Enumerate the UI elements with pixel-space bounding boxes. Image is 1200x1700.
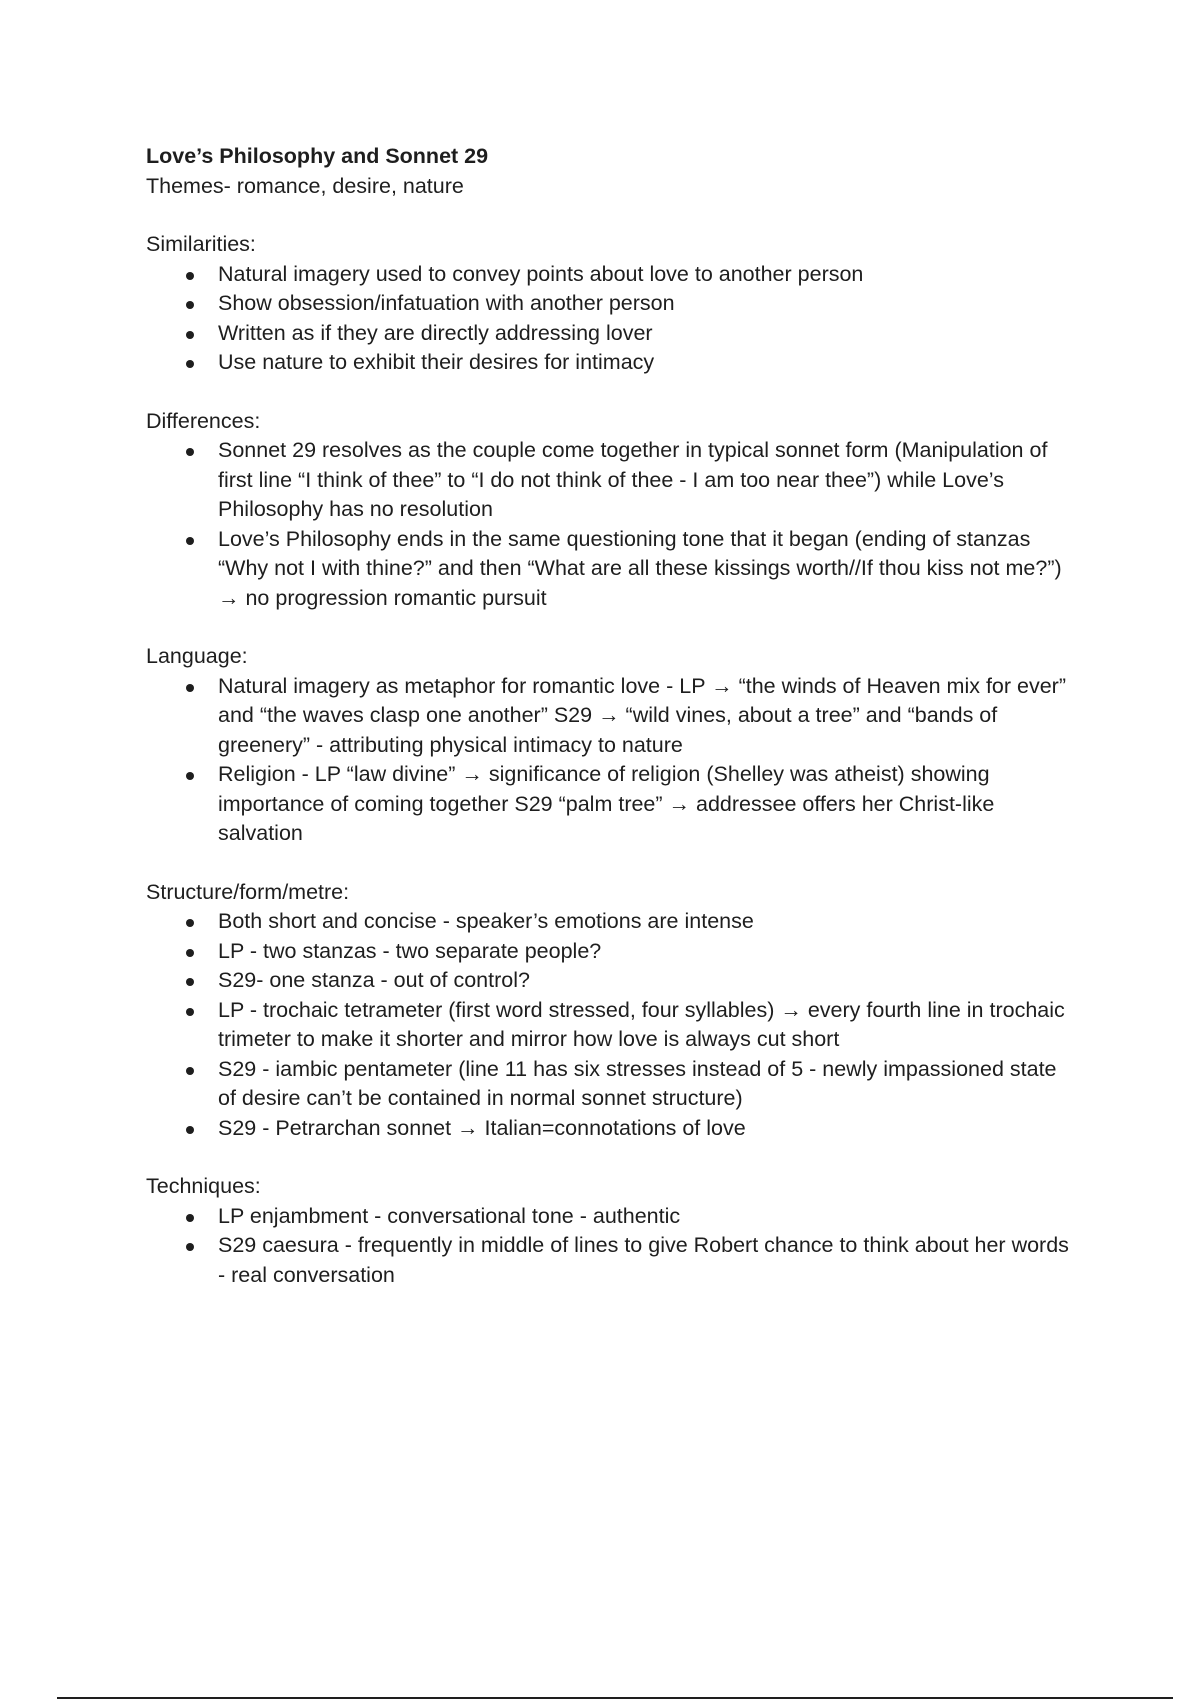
list-item-text: S29 - Petrarchan sonnet → Italian=connotations of love (218, 1115, 746, 1140)
list-item-text: S29 caesura - frequently in middle of lines to give Robert chance to think about her words - real conversation (218, 1233, 1069, 1287)
list-item (218, 672, 1076, 761)
list-item-text: Natural imagery as metaphor for romantic love - LP → “the winds of Heaven mix for ever” and “the waves clasp one another” S29 → “wild vines, about a tree” and “bands of greenery” - attributing physical intimacy to nature (218, 673, 1066, 757)
bullet-icon (186, 1126, 194, 1134)
bullet-list (146, 1202, 1076, 1291)
list-item (218, 996, 1076, 1055)
list-item (218, 937, 1076, 967)
list-item (218, 966, 1076, 996)
list-item-text: Both short and concise - speaker’s emotions are intense (218, 909, 754, 933)
bullet-icon (186, 1008, 194, 1016)
bullet-icon (186, 301, 194, 309)
list-item-text: Sonnet 29 resolves as the couple come together in typical sonnet form (Manipulation of first line “I think of thee” to “I do not think of thee - I am too near thee”) while Love’s Philosophy has no resolution (218, 438, 1048, 521)
list-item-text: Natural imagery used to convey points about love to another person (218, 261, 864, 286)
document-page (146, 142, 1076, 1290)
bullet-icon (186, 1243, 194, 1251)
section-heading: Differences: (146, 408, 261, 433)
list-item-text: Religion - LP “law divine” → significance of religion (Shelley was atheist) showing importance of coming together S29 “palm tree” → addressee offers her Christ-like salvation (218, 762, 995, 845)
list-item (218, 289, 1076, 319)
list-item (218, 1114, 1076, 1144)
list-item (218, 260, 1076, 290)
list-item (218, 1202, 1076, 1232)
list-item (218, 760, 1076, 849)
bullet-icon (186, 1067, 194, 1075)
list-item (218, 907, 1076, 937)
list-item-text: Written as if they are directly addressing lover (218, 320, 653, 345)
section-techniques (146, 1172, 1076, 1290)
bullet-icon (186, 919, 194, 927)
section-heading: Techniques: (146, 1174, 261, 1198)
section-structure (146, 878, 1076, 1144)
list-item (218, 319, 1076, 349)
list-item-text: LP enjambment - conversational tone - authentic (218, 1203, 681, 1228)
bullet-icon (186, 537, 194, 545)
bullet-icon (186, 360, 194, 368)
bullet-icon (186, 949, 194, 957)
bullet-icon (186, 1214, 194, 1222)
list-item (218, 525, 1076, 614)
list-item (218, 1231, 1076, 1290)
bullet-list (146, 260, 1076, 378)
list-item-text: LP - two stanzas - two separate people? (218, 938, 602, 963)
list-item-text: S29 - iambic pentameter (line 11 has six stresses instead of 5 - newly impassioned state of desire can’t be contained in normal sonnet structure) (218, 1056, 1057, 1110)
bullet-list (146, 672, 1076, 849)
list-item-text: Show obsession/infatuation with another person (218, 291, 675, 315)
section-heading: Structure/form/metre: (146, 879, 350, 904)
document-title: Love’s Philosophy and Sonnet 29 (146, 144, 489, 168)
list-item (218, 348, 1076, 378)
bullet-icon (186, 448, 194, 456)
list-item-text: Use nature to exhibit their desires for intimacy (218, 350, 655, 374)
list-item (218, 436, 1076, 525)
section-differences (146, 407, 1076, 614)
section-heading: Language: (146, 644, 248, 668)
page-bottom-rule (57, 1697, 1173, 1699)
list-item-text: S29- one stanza - out of control? (218, 968, 530, 992)
list-item-text: Love’s Philosophy ends in the same questioning tone that it began (ending of stanzas “Why not I with thine?” and then “What are all these kissings worth//If thou kiss not me?”) → no progression romantic pursuit (218, 526, 1062, 610)
bullet-icon (186, 772, 194, 780)
bullet-list (146, 907, 1076, 1143)
bullet-icon (186, 978, 194, 986)
section-language (146, 642, 1076, 849)
bullet-icon (186, 684, 194, 692)
section-similarities (146, 230, 1076, 378)
bullet-list (146, 436, 1076, 613)
bullet-icon (186, 272, 194, 280)
section-heading: Similarities: (146, 232, 256, 256)
document-themes: Themes- romance, desire, nature (146, 173, 464, 198)
bullet-icon (186, 331, 194, 339)
list-item-text: LP - trochaic tetrameter (first word stressed, four syllables) → every fourth line in trochaic trimeter to make it shorter and mirror how love is always cut short (218, 997, 1065, 1051)
list-item (218, 1055, 1076, 1114)
